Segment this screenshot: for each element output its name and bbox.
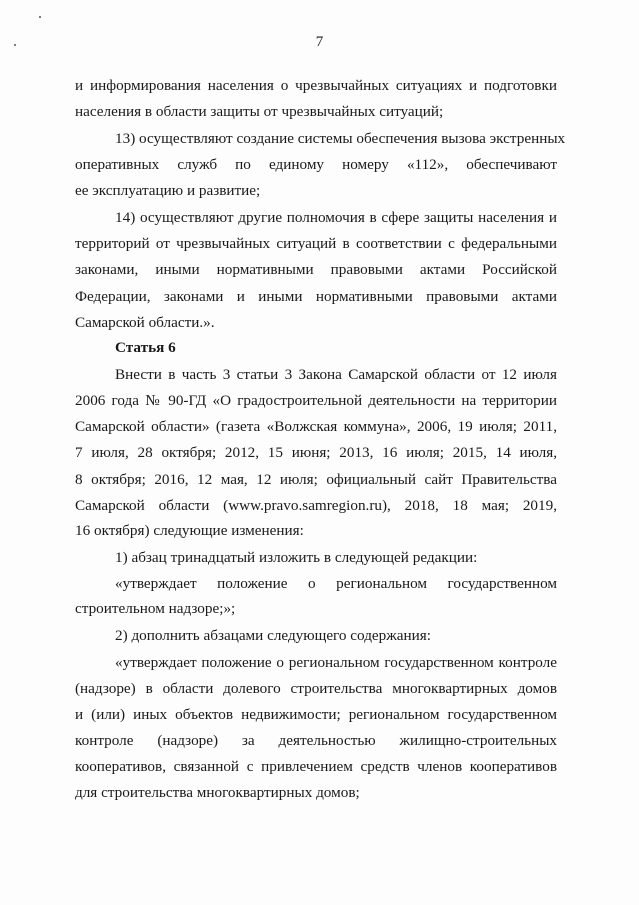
text-line: 2006 года № 90-ГД «О градостроительной деятельности на территории (75, 392, 557, 409)
text-line: «утверждает положение о региональном государственном контроле (115, 654, 557, 671)
text-line: оперативных служб по единому номеру «112», обеспечивают (75, 156, 557, 173)
text-line: Самарской области (www.pravo.samregion.ru), 2018, 18 мая; 2019, (75, 497, 557, 514)
text-line: Федерации, законами и иными нормативными правовыми актами (75, 288, 557, 305)
scan-speck (39, 16, 41, 18)
text-line: Внести в часть 3 статьи 3 Закона Самарской области от 12 июля (115, 366, 557, 383)
text-line: 16 октября) следующие изменения: (75, 522, 304, 539)
text-line: и (или) иных объектов недвижимости; региональном государственном (75, 706, 557, 723)
text-line: 7 июля, 28 октября; 2012, 15 июня; 2013, 16 июля; 2015, 14 июля, (75, 444, 557, 461)
text-line: законами, иными нормативными правовыми актами Российской (75, 261, 557, 278)
article-heading: Статья 6 (115, 339, 176, 356)
text-line: Самарской области» (газета «Волжская коммуна», 2006, 19 июля; 2011, (75, 418, 557, 435)
text-line: ее эксплуатацию и развитие; (75, 182, 261, 199)
text-line: территорий от чрезвычайных ситуаций в соответствии с федеральными (75, 235, 557, 252)
text-line: строительном надзоре;»; (75, 600, 236, 617)
page-number: 7 (315, 34, 324, 50)
text-line: для строительства многоквартирных домов; (75, 784, 360, 801)
text-line: 13) осуществляют создание системы обеспечения вызова экстренных (115, 130, 566, 147)
text-line: 2) дополнить абзацами следующего содержания: (115, 627, 431, 644)
text-line: 1) абзац тринадцатый изложить в следующей редакции: (115, 549, 478, 566)
text-line: населения в области защиты от чрезвычайных ситуаций; (75, 103, 444, 120)
text-line: «утверждает положение о региональном государственном (115, 575, 557, 592)
text-line: 8 октября; 2016, 12 мая, 12 июля; официальный сайт Правительства (75, 471, 557, 488)
text-line: кооперативов, связанной с привлечением средств членов кооперативов (75, 758, 557, 775)
text-line: контроле (надзоре) за деятельностью жилищно-строительных (75, 732, 557, 749)
text-line: 14) осуществляют другие полномочия в сфере защиты населения и (115, 209, 557, 226)
text-line: Самарской области.». (75, 314, 215, 331)
text-line: и информирования населения о чрезвычайных ситуациях и подготовки (75, 77, 557, 94)
text-line: (надзоре) в области долевого строительства многоквартирных домов (75, 680, 557, 697)
